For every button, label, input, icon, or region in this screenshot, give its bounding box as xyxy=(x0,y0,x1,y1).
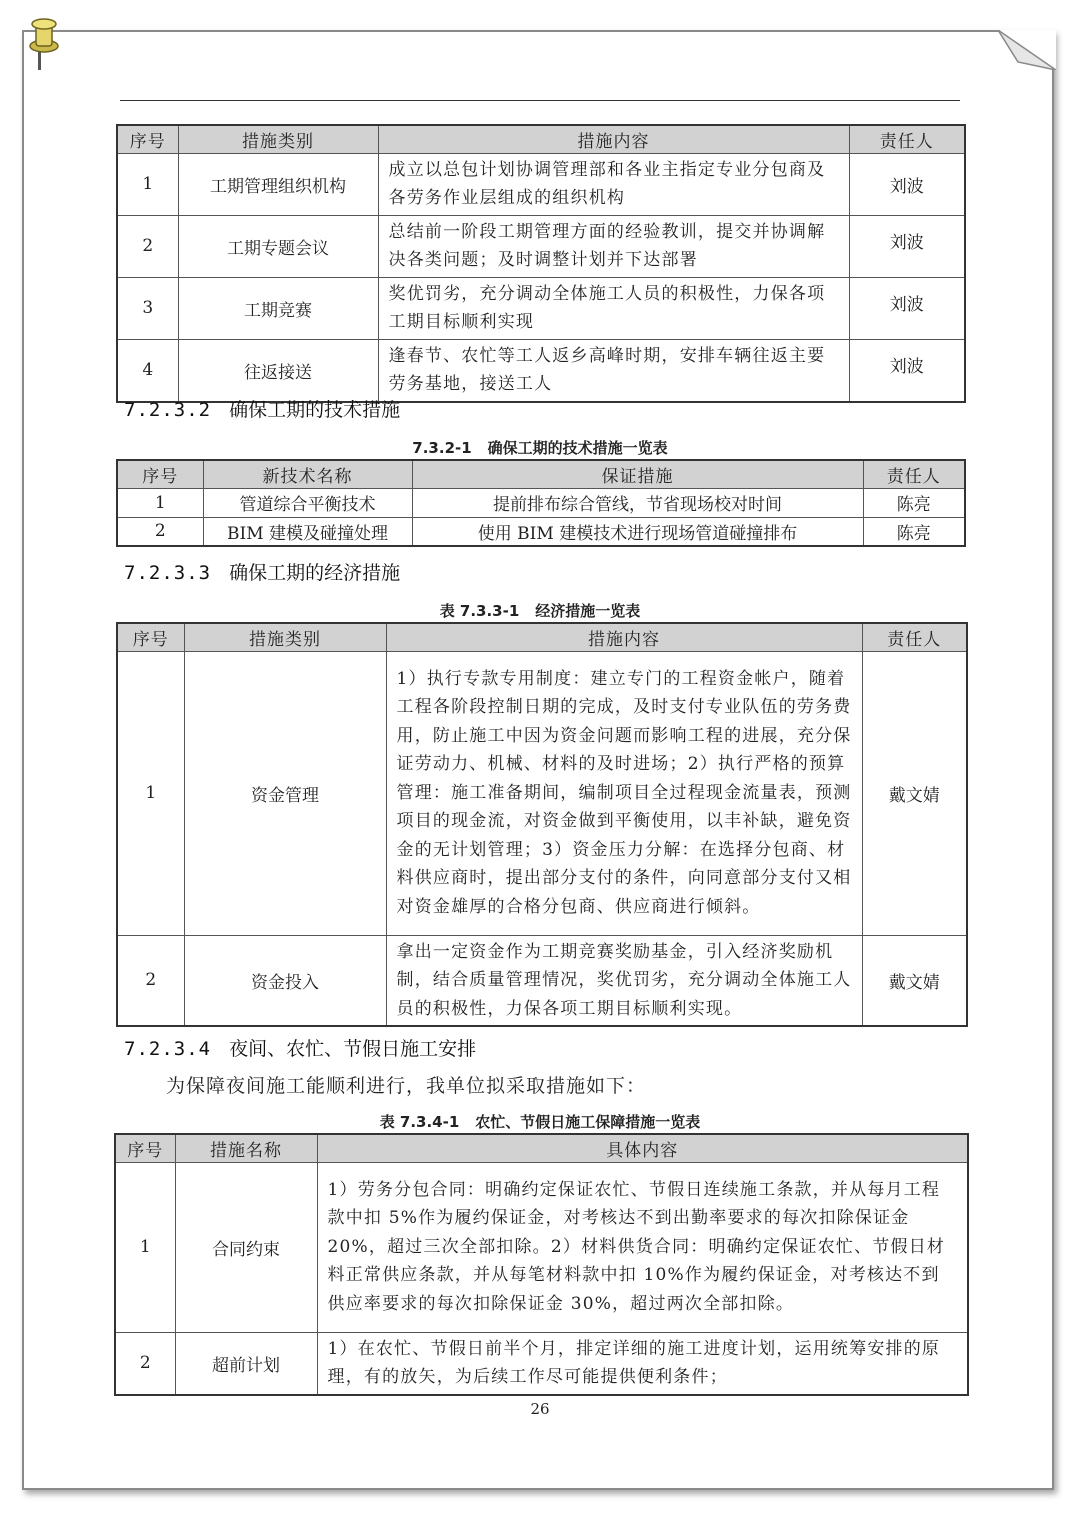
column-header: 责任人 xyxy=(849,125,965,153)
table-row xyxy=(117,517,965,546)
column-header: 具体内容 xyxy=(317,1134,968,1162)
table-header-row xyxy=(117,125,965,153)
measure-content: 1）在农忙、节假日前半个月，排定详细的施工进度计划，运用统筹安排的原理，有的放矢，为后续工作尽可能提供便利条件； xyxy=(317,1332,968,1395)
table-row xyxy=(117,215,965,277)
row-number: 2 xyxy=(115,1332,175,1395)
measure-name: 合同约束 xyxy=(175,1162,317,1332)
holiday-measures-table xyxy=(114,1133,969,1396)
column-header: 措施类别 xyxy=(184,623,386,651)
measure-content: 奖优罚劣，充分调动全体施工人员的积极性，力保各项工期目标顺利实现 xyxy=(378,277,849,339)
measure-content: 1）劳务分包合同：明确约定保证农忙、节假日连续施工条款，并从每月工程款中扣 5%作为履约保证金，对考核达不到出勤率要求的每次扣除保证金 20%，超过三次全部扣除。2）材料供货合同：明确约定保证农忙、节假日材料正常供应条款，并从每笔材料款中扣 10%作为履约保证金，对考核达不到供应率要求的每次扣除保证金 30%，超过两次全部扣除。 xyxy=(317,1162,968,1332)
measure-category: 资金投入 xyxy=(184,935,386,1026)
technology-name: 管道综合平衡技术 xyxy=(203,488,412,517)
page-curl-icon xyxy=(998,30,1056,70)
section-heading-7234 xyxy=(124,1034,476,1061)
responsible-person: 陈亮 xyxy=(863,488,965,517)
section-number: 7.2.3.2 xyxy=(124,399,212,421)
table-row xyxy=(117,339,965,402)
row-number: 2 xyxy=(117,517,203,546)
table-caption-7321 xyxy=(0,437,1080,458)
section-title: 确保工期的技术措施 xyxy=(229,399,401,421)
section-number: 7.2.3.4 xyxy=(124,1038,212,1060)
section-number: 7.2.3.3 xyxy=(124,562,212,584)
measure-content: 1）执行专款专用制度：建立专门的工程资金帐户，随着工程各阶段控制日期的完成，及时支付专业队伍的劳务费用，防止施工中因为资金问题而影响工程的进展，充分保证劳动力、机械、材料的及时进场；2）执行严格的预算管理：施工准备期间，编制项目全过程现金流量表，预测项目的现金流，对资金做到平衡使用，以丰补缺，避免资金的无计划管理；3）资金压力分解：在选择分包商、材料供应商时，提出部分支付的条件，向同意部分支付又相对资金雄厚的合格分包商、供应商进行倾斜。 xyxy=(386,651,862,935)
guarantee-measure: 提前排布综合管线，节省现场校对时间 xyxy=(412,488,863,517)
pushpin-icon xyxy=(24,14,64,72)
row-number: 1 xyxy=(115,1162,175,1332)
responsible-person: 刘波 xyxy=(849,215,965,277)
column-header: 责任人 xyxy=(862,623,967,651)
schedule-measures-table xyxy=(116,124,966,403)
table-row xyxy=(115,1332,968,1395)
caption-title: 经济措施一览表 xyxy=(535,602,641,620)
row-number: 4 xyxy=(117,339,178,402)
caption-number: 表 7.3.4-1 xyxy=(379,1113,460,1131)
intro-paragraph: 为保障夜间施工能顺利进行，我单位拟采取措施如下： xyxy=(166,1075,647,1097)
column-header: 措施内容 xyxy=(386,623,862,651)
table-row xyxy=(117,488,965,517)
column-header: 序号 xyxy=(115,1134,175,1162)
caption-number: 7.3.2-1 xyxy=(412,439,472,457)
technology-name: BIM 建模及碰撞处理 xyxy=(203,517,412,546)
column-header: 新技术名称 xyxy=(203,460,412,488)
measure-category: 往返接送 xyxy=(178,339,378,402)
measure-content: 拿出一定资金作为工期竞赛奖励基金，引入经济奖励机制，结合质量管理情况，奖优罚劣，充分调动全体施工人员的积极性，力保各项工期目标顺利实现。 xyxy=(386,935,862,1026)
page-number: 26 xyxy=(530,1400,550,1418)
responsible-person: 戴文婧 xyxy=(862,935,967,1026)
column-header: 保证措施 xyxy=(412,460,863,488)
column-header: 序号 xyxy=(117,125,178,153)
caption-title: 农忙、节假日施工保障措施一览表 xyxy=(475,1113,701,1131)
tech-measures-table xyxy=(116,459,966,547)
row-number: 1 xyxy=(117,153,178,215)
column-header: 措施名称 xyxy=(175,1134,317,1162)
column-header: 序号 xyxy=(117,460,203,488)
measure-category: 工期专题会议 xyxy=(178,215,378,277)
measure-category: 工期管理组织机构 xyxy=(178,153,378,215)
table-row xyxy=(117,277,965,339)
column-header: 措施内容 xyxy=(378,125,849,153)
row-number: 1 xyxy=(117,488,203,517)
column-header: 措施类别 xyxy=(178,125,378,153)
table-header-row xyxy=(115,1134,968,1162)
guarantee-measure: 使用 BIM 建模技术进行现场管道碰撞排布 xyxy=(412,517,863,546)
responsible-person: 陈亮 xyxy=(863,517,965,546)
measure-name: 超前计划 xyxy=(175,1332,317,1395)
section-title: 夜间、农忙、节假日施工安排 xyxy=(229,1038,477,1060)
section-title: 确保工期的经济措施 xyxy=(229,562,401,584)
section-heading-7232 xyxy=(124,395,400,422)
row-number: 2 xyxy=(117,215,178,277)
header-rule xyxy=(120,100,960,101)
measure-content: 逢春节、农忙等工人返乡高峰时期，安排车辆往返主要劳务基地，接送工人 xyxy=(378,339,849,402)
column-header: 责任人 xyxy=(863,460,965,488)
table-header-row xyxy=(117,460,965,488)
row-number: 1 xyxy=(117,651,184,935)
responsible-person: 刘波 xyxy=(849,277,965,339)
row-number: 2 xyxy=(117,935,184,1026)
measure-content: 总结前一阶段工期管理方面的经验教训，提交并协调解决各类问题；及时调整计划并下达部署 xyxy=(378,215,849,277)
section-heading-7233 xyxy=(124,558,400,585)
row-number: 3 xyxy=(117,277,178,339)
table-caption-7331 xyxy=(0,600,1080,621)
measure-content: 成立以总包计划协调管理部和各业主指定专业分包商及各劳务作业层组成的组织机构 xyxy=(378,153,849,215)
table-caption-7341 xyxy=(0,1111,1080,1132)
table-row xyxy=(117,935,967,1026)
caption-number: 表 7.3.3-1 xyxy=(439,602,520,620)
measure-category: 工期竞赛 xyxy=(178,277,378,339)
table-row xyxy=(117,651,967,935)
measure-category: 资金管理 xyxy=(184,651,386,935)
economic-measures-table xyxy=(116,622,968,1027)
column-header: 序号 xyxy=(117,623,184,651)
responsible-person: 刘波 xyxy=(849,339,965,402)
table-row xyxy=(117,153,965,215)
responsible-person: 刘波 xyxy=(849,153,965,215)
caption-title: 确保工期的技术措施一览表 xyxy=(487,439,668,457)
responsible-person: 戴文婧 xyxy=(862,651,967,935)
table-header-row xyxy=(117,623,967,651)
table-row xyxy=(115,1162,968,1332)
